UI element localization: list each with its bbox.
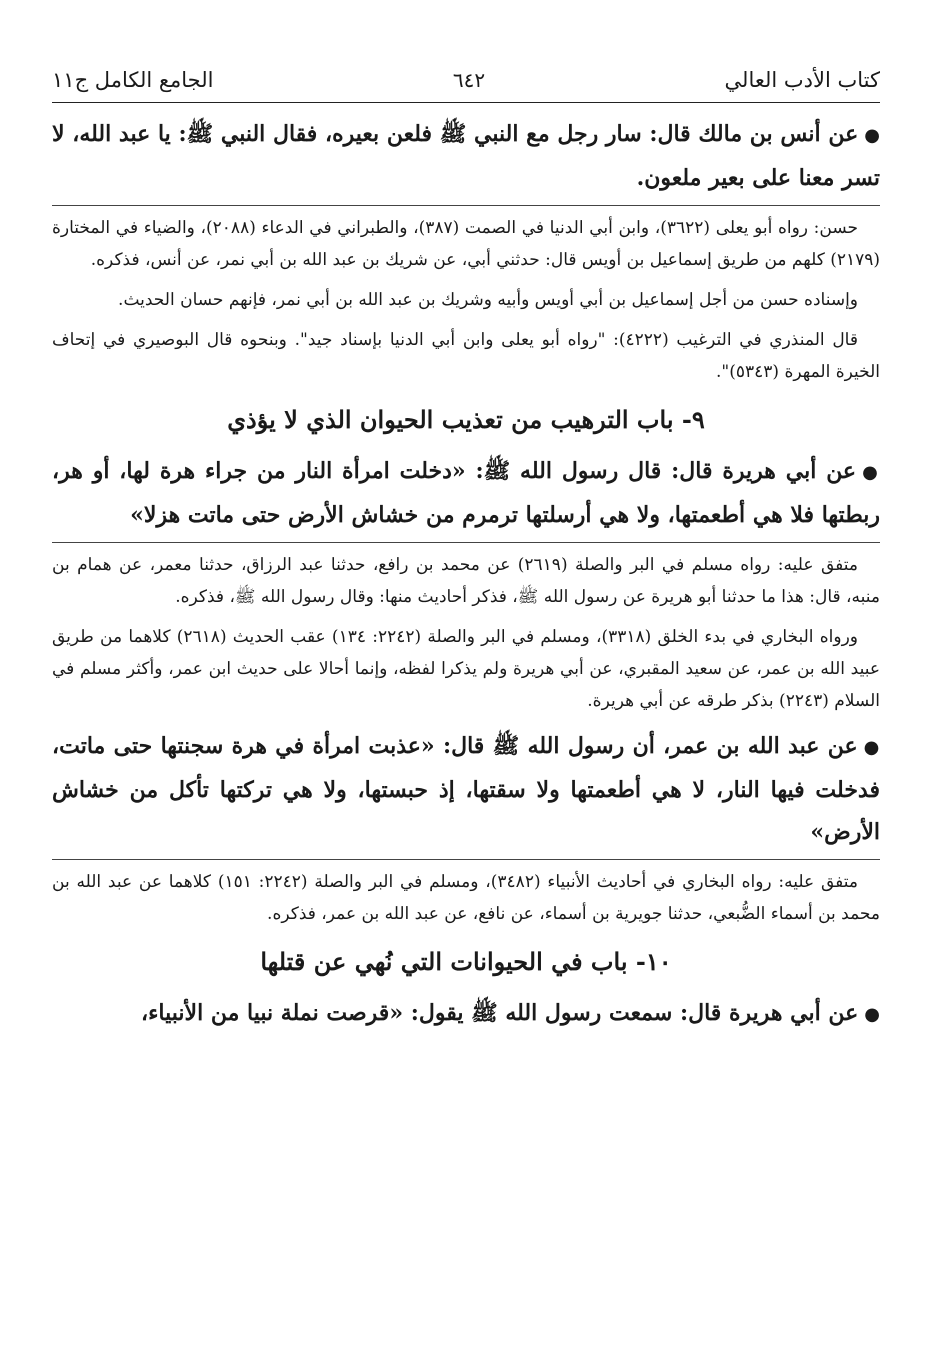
bullet-icon: ● bbox=[864, 1004, 880, 1025]
commentary-paragraph: حسن: رواه أبو يعلى (٣٦٢٢)، وابن أبي الدنيا في الصمت (٣٨٧)، والطبراني في الدعاء (٢٠٨٨)، والضياء في المختارة (٢١٧٩) كلهم من طريق إسماعيل بن أويس قال: حدثني أبي، عن شريك بن عبد الله بن أبي نمر، عن أنس، فذكره. bbox=[52, 218, 880, 270]
hadith-text bbox=[52, 725, 880, 853]
book-page bbox=[52, 58, 880, 1358]
bullet-icon: ● bbox=[863, 737, 880, 758]
hadith-text bbox=[52, 113, 880, 199]
hadith-body: عن أنس بن مالك قال: سار رجل مع النبي ﷺ فلعن بعيره، فقال النبي ﷺ: يا عبد الله، لا تسر معنا على بعير ملعون. bbox=[52, 121, 880, 191]
hadith-body: عن أبي هريرة قال: قال رسول الله ﷺ: «دخلت امرأة النار من جراء هرة لها، أو هر، ربطتها فلا هي أطعمتها، ولا هي أرسلتها ترمرم من خشاش الأرض حتى ماتت هزلا» bbox=[52, 458, 880, 528]
divider bbox=[52, 542, 880, 543]
hadith-body: عن عبد الله بن عمر، أن رسول الله ﷺ قال: «عذبت امرأة في هرة سجنتها حتى ماتت، فدخلت فيها النار، لا هي أطعمتها ولا سقتها، إذ حبستها، ولا هي تركتها تأكل من خشاش الأرض» bbox=[52, 733, 880, 845]
commentary-paragraph: قال المنذري في الترغيب (٤٢٢٢): "رواه أبو يعلى وابن أبي الدنيا بإسناد جيد". وبنحوه قال البوصيري في إتحاف الخيرة المهرة (٥٣٤٣)". bbox=[52, 330, 880, 382]
chapter-heading: ١٠- باب في الحيوانات التي نُهي عن قتلها bbox=[260, 947, 672, 976]
running-header bbox=[52, 58, 880, 103]
hadith-text bbox=[52, 450, 880, 536]
divider bbox=[52, 859, 880, 860]
commentary-paragraph: متفق عليه: رواه مسلم في البر والصلة (٢٦١٩) عن محمد بن رافع، حدثنا عبد الرزاق، حدثنا معمر، عن همام بن منبه، قال: هذا ما حدثنا أبو هريرة عن رسول الله ﷺ، فذكر أحاديث منها: وقال رسول الله ﷺ، فذكره. bbox=[52, 555, 880, 607]
bullet-icon: ● bbox=[864, 125, 880, 146]
hadith-body: عن أبي هريرة قال: سمعت رسول الله ﷺ يقول: «قرصت نملة نبيا من الأنبياء، bbox=[140, 1000, 859, 1026]
bullet-icon: ● bbox=[862, 462, 880, 483]
commentary-paragraph: متفق عليه: رواه البخاري في أحاديث الأنبياء (٣٤٨٢)، ومسلم في البر والصلة (٢٢٤٢: ١٥١) كلاهما عن عبد الله بن محمد بن أسماء الضُّبعي، حدثنا جويرية بن أسماء، عن نافع، عن عبد الله بن عمر، فذكره. bbox=[52, 872, 880, 924]
book-title: كتاب الأدب العالي bbox=[724, 68, 880, 92]
commentary-paragraph: وإسناده حسن من أجل إسماعيل بن أبي أويس وأبيه وشريك بن عبد الله بن أبي نمر، فإنهم حسان الحديث. bbox=[118, 290, 858, 310]
volume-title: الجامع الكامل ج١١ bbox=[52, 68, 214, 92]
page-number: ٦٤٢ bbox=[452, 68, 486, 92]
divider bbox=[52, 205, 880, 206]
hadith-text bbox=[52, 992, 880, 1036]
commentary-paragraph: ورواه البخاري في بدء الخلق (٣٣١٨)، ومسلم في البر والصلة (٢٢٤٢: ١٣٤) عقب الحديث (٢٦١٨) كلاهما من طريق عبيد الله بن عمر، عن سعيد المقبري، عن أبي هريرة ولم يذكرا لفظه، وإنما أحالا على حديث ابن عمر، وأكثر مسلم في السلام (٢٢٤٣) بذكر طرقه عن أبي هريرة. bbox=[52, 627, 880, 711]
chapter-heading: ٩- باب الترهيب من تعذيب الحيوان الذي لا يؤذي bbox=[227, 405, 705, 434]
